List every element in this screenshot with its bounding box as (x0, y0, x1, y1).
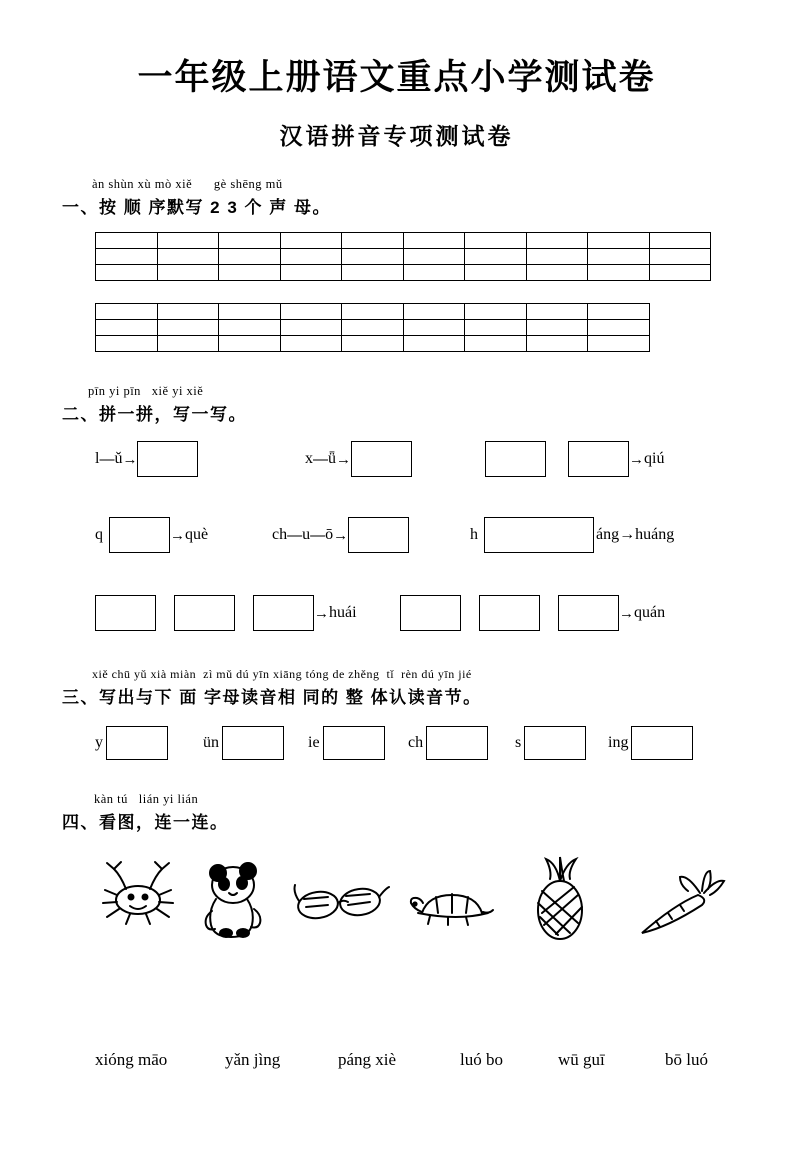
grid-cell[interactable] (526, 304, 588, 320)
section-1-grid-2[interactable] (95, 303, 793, 352)
grid-cell[interactable] (526, 233, 588, 249)
section-3 (0, 667, 793, 772)
grid-cell[interactable] (403, 320, 465, 336)
pinyin-item[interactable] (470, 517, 674, 553)
grid-cell[interactable] (219, 304, 281, 320)
pinyin-final: ǔ (114, 450, 123, 467)
section-2-row-3 (0, 595, 793, 649)
grid-cell[interactable] (280, 249, 342, 265)
grid-cell[interactable] (342, 336, 404, 352)
picture-strip (0, 855, 793, 975)
prompt-label: ie (308, 734, 320, 751)
pinyin-initial: h (470, 526, 478, 543)
grid-cell[interactable] (219, 336, 281, 352)
pinyin-result: huái (329, 604, 357, 621)
answer-box[interactable] (323, 726, 385, 760)
grid-cell[interactable] (280, 304, 342, 320)
prompt-label: y (95, 734, 103, 751)
grid-cell[interactable] (342, 320, 404, 336)
dash: — (99, 450, 115, 468)
pinyin-result: quán (634, 604, 666, 621)
grid-cell[interactable] (526, 249, 588, 265)
grid-cell[interactable] (157, 265, 219, 281)
answer-item[interactable] (408, 726, 488, 760)
pinyin-item[interactable] (485, 441, 664, 477)
answer-item[interactable] (95, 726, 168, 760)
section-2-heading: 二、拼一拼，写一写。 (62, 405, 247, 424)
answer-box[interactable] (524, 726, 586, 760)
word-label[interactable]: luó bo (460, 1050, 503, 1069)
pinyin-medial: u (302, 526, 311, 543)
pinyin-result: què (185, 526, 209, 543)
arrow-icon: → (629, 450, 644, 468)
word-label[interactable]: yǎn jìng (225, 1050, 281, 1069)
grid-cell[interactable] (219, 320, 281, 336)
prompt-label: ing (608, 734, 629, 751)
grid-cell[interactable] (219, 265, 281, 281)
section-3-heading: 三、写出与下 面 字母读音相 同的 整 体认读音节。 (62, 688, 482, 707)
section-1-pinyin: àn shùn xù mò xiě gè shēng mǔ (92, 177, 283, 191)
pinyin-final: ǖ (328, 450, 336, 467)
grid-cell[interactable] (649, 233, 711, 249)
dash: — (313, 450, 328, 468)
grid-cell[interactable] (403, 265, 465, 281)
pinyin-final: ō (325, 526, 334, 543)
pinyin-item[interactable] (95, 517, 208, 553)
page-subtitle: 汉语拼音专项测试卷 (279, 124, 514, 149)
answer-box[interactable] (479, 595, 540, 631)
section-2-row-2 (0, 517, 793, 571)
crab-icon[interactable] (92, 855, 184, 940)
grid-cell[interactable] (588, 304, 650, 320)
grid-cell[interactable] (465, 320, 527, 336)
grid-cell[interactable] (649, 265, 711, 281)
answer-box[interactable] (106, 726, 168, 760)
answer-box[interactable] (222, 726, 284, 760)
grid-cell[interactable] (649, 249, 711, 265)
turtle-icon[interactable] (404, 883, 500, 934)
table-row[interactable] (96, 233, 711, 249)
grid-cell[interactable] (342, 233, 404, 249)
grid-cell[interactable] (96, 249, 158, 265)
arrow-icon: → (333, 526, 349, 544)
section-2 (0, 384, 793, 649)
grid-cell[interactable] (465, 249, 527, 265)
prompt-label: ün (203, 734, 219, 751)
answer-grid[interactable] (95, 232, 711, 281)
grid-cell[interactable] (219, 233, 281, 249)
grid-cell[interactable] (588, 265, 650, 281)
page-title: 一年级上册语文重点小学测试卷 (137, 58, 656, 97)
grid-cell[interactable] (403, 233, 465, 249)
answer-box[interactable] (426, 726, 488, 760)
arrow-icon: → (619, 604, 634, 622)
grid-cell[interactable] (403, 304, 465, 320)
worksheet-page (0, 50, 793, 1172)
pinyin-item[interactable] (95, 441, 198, 477)
pinyin-initial: l (95, 450, 100, 467)
section-2-pinyin: pīn yi pīn xiě yi xiě (88, 384, 204, 398)
answer-box[interactable] (348, 517, 409, 553)
table-row[interactable] (96, 265, 711, 281)
grid-cell[interactable] (157, 304, 219, 320)
grid-cell[interactable] (157, 336, 219, 352)
prompt-label: ch (408, 734, 424, 751)
grid-cell[interactable] (403, 336, 465, 352)
word-strip (0, 1050, 793, 1090)
grid-cell[interactable] (342, 249, 404, 265)
glasses-icon[interactable] (290, 877, 390, 934)
answer-box[interactable] (253, 595, 314, 631)
section-2-row-1 (0, 441, 793, 495)
answer-box[interactable] (95, 595, 156, 631)
grid-cell[interactable] (96, 304, 158, 320)
grid-cell[interactable] (465, 336, 527, 352)
pinyin-initial: x (305, 450, 313, 467)
dash: — (287, 526, 303, 544)
section-4-heading: 四、看图，连一连。 (62, 813, 229, 832)
section-1-heading: 一、按 顺 序默写 2 3 个 声 母。 (62, 198, 331, 217)
grid-cell[interactable] (526, 336, 588, 352)
pinyin-item[interactable] (400, 595, 665, 631)
pinyin-item[interactable] (305, 441, 412, 477)
answer-grid[interactable] (95, 303, 650, 352)
grid-cell[interactable] (526, 320, 588, 336)
grid-cell[interactable] (96, 336, 158, 352)
answer-item[interactable] (203, 726, 284, 760)
word-label[interactable]: páng xiè (338, 1050, 397, 1069)
grid-cell[interactable] (588, 336, 650, 352)
pinyin-result: qiú (644, 450, 665, 467)
answer-box[interactable] (174, 595, 235, 631)
answer-box[interactable] (631, 726, 693, 760)
grid-cell[interactable] (96, 233, 158, 249)
word-label[interactable]: xióng māo (95, 1050, 168, 1069)
grid-cell[interactable] (342, 265, 404, 281)
grid-cell[interactable] (588, 233, 650, 249)
grid-cell[interactable] (157, 320, 219, 336)
answer-box[interactable] (400, 595, 461, 631)
answer-box[interactable] (558, 595, 619, 631)
grid-cell[interactable] (588, 320, 650, 336)
table-row[interactable] (96, 249, 711, 265)
answer-box[interactable] (351, 441, 412, 477)
grid-cell[interactable] (280, 336, 342, 352)
section-1-grid-1[interactable] (95, 232, 793, 281)
table-row[interactable] (96, 320, 650, 336)
section-4 (0, 792, 793, 1090)
grid-cell[interactable] (526, 265, 588, 281)
grid-cell[interactable] (157, 249, 219, 265)
grid-cell[interactable] (280, 233, 342, 249)
pinyin-initial: ch (272, 526, 288, 543)
grid-cell[interactable] (96, 265, 158, 281)
pinyin-result: áng→huáng (596, 526, 675, 543)
pinyin-initial: q (95, 526, 103, 543)
section-4-pinyin: kàn tú lián yi lián (94, 792, 199, 806)
grid-cell[interactable] (157, 233, 219, 249)
table-row[interactable] (96, 304, 650, 320)
answer-item[interactable] (515, 726, 586, 760)
word-label[interactable]: bō luó (665, 1050, 708, 1069)
answer-box[interactable] (485, 441, 546, 477)
arrow-icon: → (336, 450, 351, 468)
section-1 (0, 177, 793, 352)
pinyin-item[interactable] (272, 517, 409, 553)
word-label[interactable]: wū guī (558, 1050, 605, 1069)
pinyin-item[interactable] (95, 595, 357, 631)
grid-cell[interactable] (465, 265, 527, 281)
answer-item[interactable] (308, 726, 385, 760)
answer-box[interactable] (109, 517, 170, 553)
grid-cell[interactable] (465, 304, 527, 320)
section-3-pinyin: xiě chū yǔ xià miàn zì mǔ dú yīn xiāng tóng de zhěng tǐ rèn dú yīn jié (92, 667, 472, 681)
grid-cell[interactable] (96, 320, 158, 336)
answer-item[interactable] (608, 726, 693, 760)
grid-cell[interactable] (280, 265, 342, 281)
carrot-icon[interactable] (628, 869, 728, 946)
prompt-label: s (515, 734, 522, 751)
grid-cell[interactable] (280, 320, 342, 336)
answer-box[interactable] (568, 441, 629, 477)
section-3-row (0, 726, 793, 772)
panda-icon[interactable] (196, 855, 276, 946)
arrow-icon: → (122, 450, 138, 468)
grid-cell[interactable] (219, 249, 281, 265)
table-row[interactable] (96, 336, 650, 352)
grid-cell[interactable] (465, 233, 527, 249)
grid-cell[interactable] (403, 249, 465, 265)
dash: — (310, 526, 326, 544)
arrow-icon: → (314, 604, 329, 622)
grid-cell[interactable] (588, 249, 650, 265)
grid-cell[interactable] (342, 304, 404, 320)
answer-box[interactable] (484, 517, 594, 553)
answer-box[interactable] (137, 441, 198, 477)
arrow-icon: → (170, 526, 185, 544)
pineapple-icon[interactable] (524, 855, 596, 948)
